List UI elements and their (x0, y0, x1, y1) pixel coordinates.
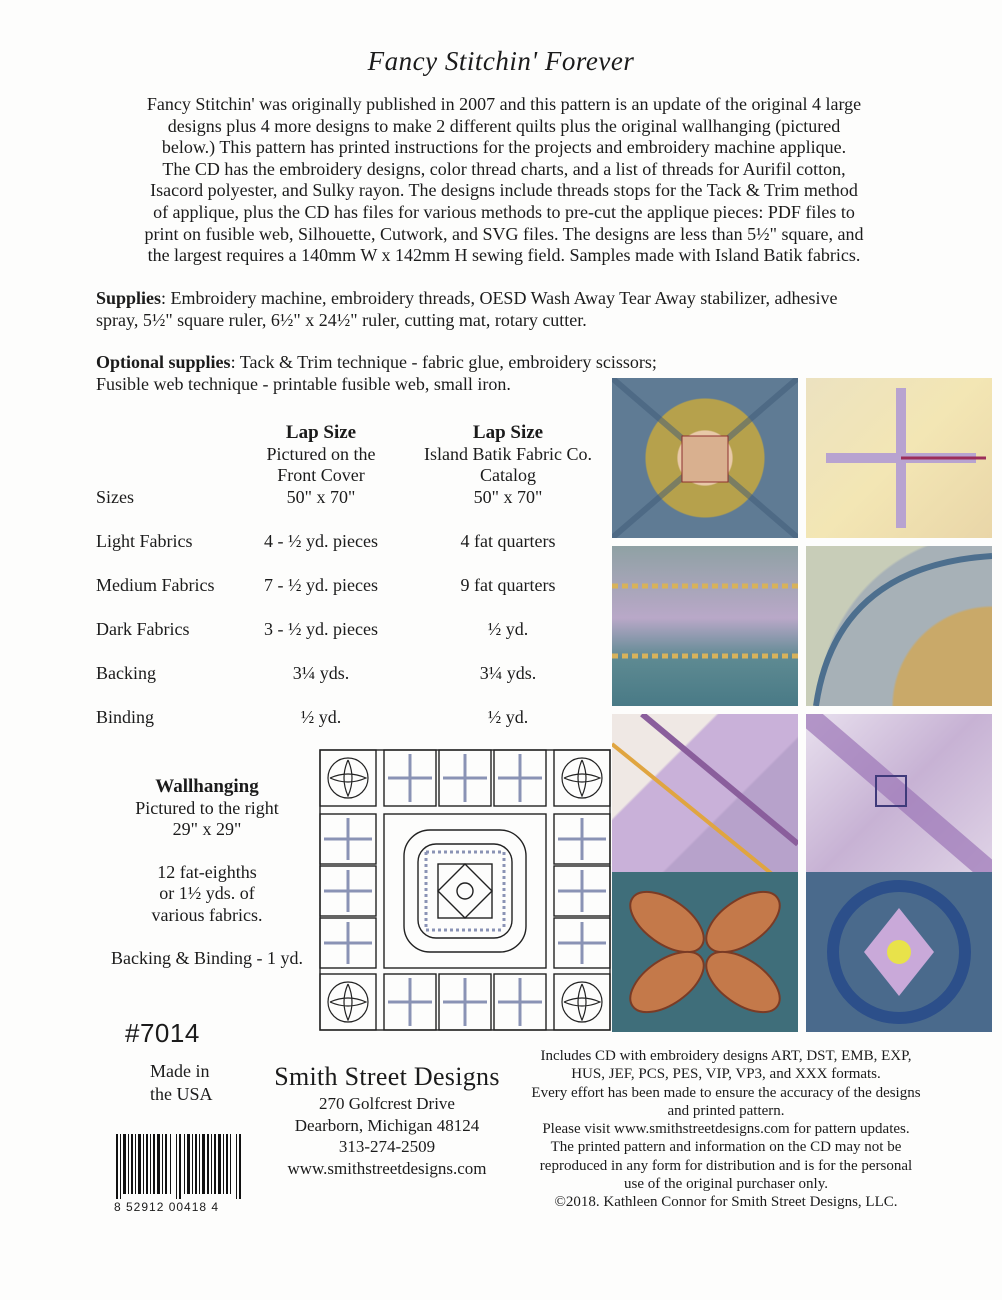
note-line: use of the original purchaser only. (624, 1176, 828, 1193)
row-value: 7 - ½ yd. pieces (264, 575, 378, 595)
quilt-block-photos (612, 378, 992, 1028)
intro-line: Fancy Stitchin' was originally published in 2007 and this pattern is an update of the original 4 large (146, 94, 862, 114)
wallhanging-diagram (318, 748, 612, 1032)
quilt-block-photo (806, 378, 992, 538)
company-phone: 313-274-2509 (338, 1137, 436, 1157)
note-line: Please visit www.smithstreetdesigns.com for pattern updates. (542, 1121, 910, 1138)
row-value: 50" x 70" (473, 487, 543, 507)
wallhanging-info (96, 776, 318, 969)
quilt-block-photo (806, 872, 992, 1032)
intro-line: print on fusible web, Silhouette, Cutwork, and SVG files. The designs are less than 5½" square, and (144, 223, 864, 244)
note-line: Includes CD with embroidery designs ART, DST, EMB, EXP, (540, 1048, 912, 1064)
company-name: Smith Street Designs (274, 1062, 500, 1091)
column-heading: Lap Size (472, 422, 544, 443)
row-value: 9 fat quarters (460, 575, 556, 595)
row-value: ½ yd. (300, 707, 342, 727)
note-line: HUS, JEF, PCS, PES, VIP, VP3, and XXX formats. (571, 1066, 881, 1083)
note-line: Every effort has been made to ensure the accuracy of the designs (531, 1084, 921, 1101)
wallhanging-text: or 1½ yds. of (159, 883, 255, 904)
optional-supplies-text: : Tack & Trim technique - fabric glue, embroidery scissors; (230, 352, 657, 372)
intro-line: below.) This pattern has printed instructions for the projects and embroidery machine applique. (161, 137, 847, 158)
column-subheading: Pictured on the (266, 443, 376, 464)
quilt-block-photo (612, 546, 798, 706)
quilt-block-photo (806, 714, 992, 874)
column-heading: Lap Size (285, 422, 357, 443)
row-value: ½ yd. (487, 707, 529, 727)
intro-line: Isacord polyester, and Sulky rayon. The designs include threads stops for the Tack & Trim method (150, 180, 858, 201)
supplies-text: : Embroidery machine, embroidery threads, OESD Wash Away Tear Away stabilizer, adhesive (161, 288, 838, 308)
wallhanging-text: 12 fat-eighths (157, 861, 257, 882)
made-in-usa (150, 1060, 213, 1106)
quilt-block-photo (612, 872, 798, 1032)
intro-paragraph (94, 94, 914, 267)
note-line: ©2018. Kathleen Connor for Smith Street Designs, LLC. (554, 1194, 898, 1211)
note-line: reproduced in any form for distribution and is for the personal (539, 1157, 913, 1174)
intro-line: designs plus 4 more designs to make 2 different quilts plus the original wallhanging (pictured (167, 115, 841, 136)
company-address (268, 1093, 506, 1179)
intro-line: the largest requires a 140mm W x 142mm H sewing field. Samples made with Island Batik fabrics. (147, 245, 861, 266)
company-website: www.smithstreetdesigns.com (287, 1158, 487, 1178)
column-subheading: Catalog (480, 465, 536, 486)
supplies-section (96, 288, 976, 331)
row-label: Sizes (96, 487, 134, 507)
optional-supplies-label: Optional supplies (96, 352, 231, 372)
row-value: 4 - ½ yd. pieces (264, 531, 378, 551)
row-value: 3¼ yds. (292, 663, 350, 683)
wallhanging-heading: Wallhanging (155, 776, 259, 797)
page-title: Fancy Stitchin' Forever (367, 46, 635, 76)
quilt-block-photo (806, 546, 992, 706)
pattern-number: #7014 (125, 1018, 200, 1048)
made-in-text: Made in (150, 1061, 210, 1081)
wallhanging-text: Backing & Binding - 1 yd. (111, 947, 303, 968)
row-label: Backing (96, 663, 156, 683)
note-line: and printed pattern. (667, 1102, 785, 1119)
row-label: Light Fabrics (96, 531, 193, 551)
row-label: Medium Fabrics (96, 575, 215, 595)
barcode-icon (114, 1134, 244, 1199)
wallhanging-text: Pictured to the right (135, 797, 279, 818)
row-value: 3 - ½ yd. pieces (264, 619, 378, 639)
supplies-label: Supplies (96, 288, 162, 308)
intro-line: of applique, plus the CD has files for various methods to pre-cut the applique pieces: PDF files to (153, 201, 855, 222)
optional-supplies-text: Fusible web technique - printable fusible web, small iron. (96, 373, 511, 394)
row-value: 4 fat quarters (460, 531, 556, 551)
row-value: ½ yd. (487, 619, 529, 639)
lap-size-catalog-header (408, 422, 608, 487)
row-value: 50" x 70" (286, 487, 356, 507)
note-line: The printed pattern and information on the CD may not be (550, 1139, 902, 1156)
lap-size-front-cover-header (226, 422, 416, 487)
address-street: 270 Golfcrest Drive (319, 1094, 455, 1113)
barcode-number: 8 52912 00418 4 (114, 1200, 220, 1214)
address-city: Dearborn, Michigan 48124 (294, 1115, 480, 1135)
quilt-block-photo (612, 714, 798, 874)
row-label: Dark Fabrics (96, 619, 190, 639)
intro-line: The CD has the embroidery designs, color thread charts, and a list of threads for Aurifil cotton, (162, 158, 846, 179)
made-in-text: the USA (150, 1084, 213, 1104)
wallhanging-size: 29" x 29" (172, 819, 242, 840)
supplies-text: spray, 5½" square ruler, 6½" x 24½" ruler, cutting mat, rotary cutter. (96, 309, 587, 330)
legal-notes (516, 1047, 936, 1212)
row-label: Binding (96, 707, 155, 727)
column-subheading: Island Batik Fabric Co. (424, 443, 592, 464)
wallhanging-text: various fabrics. (151, 904, 263, 925)
column-subheading: Front Cover (277, 465, 365, 486)
quilt-block-photo (612, 378, 798, 538)
row-value: 3¼ yds. (479, 663, 537, 683)
